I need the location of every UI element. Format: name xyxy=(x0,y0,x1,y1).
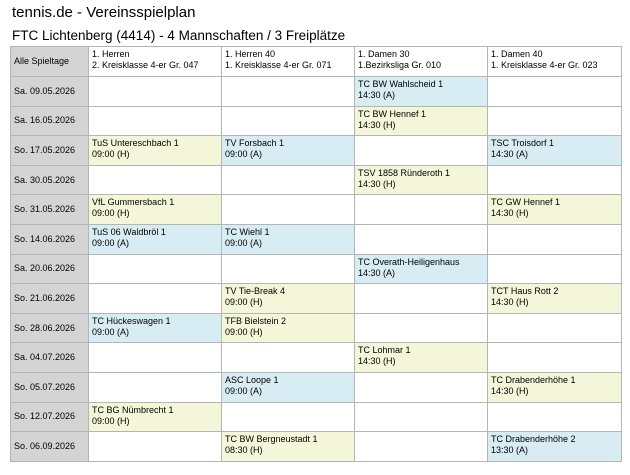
empty-cell xyxy=(488,224,622,254)
matchday-date: So. 14.06.2026 xyxy=(11,224,89,254)
empty-cell xyxy=(222,195,355,225)
empty-cell xyxy=(89,432,222,462)
empty-cell xyxy=(488,402,622,432)
table-row xyxy=(11,313,622,343)
match-cell xyxy=(488,432,622,462)
table-row xyxy=(11,402,622,432)
match-time: 09:00 (A) xyxy=(92,326,130,337)
empty-cell xyxy=(222,106,355,136)
team-name: 1. Damen 30 xyxy=(358,49,410,59)
team-header-herren-40 xyxy=(222,47,355,77)
match-time: 09:00 (A) xyxy=(225,149,263,160)
table-row xyxy=(11,77,622,107)
matchday-date: So. 21.06.2026 xyxy=(11,284,89,314)
match-cell xyxy=(355,77,488,107)
match-time: 14:30 (H) xyxy=(358,356,396,367)
empty-cell xyxy=(89,284,222,314)
empty-cell xyxy=(355,432,488,462)
team-league: 1. Kreisklasse 4-er Gr. 071 xyxy=(225,60,332,70)
empty-cell xyxy=(355,402,488,432)
matchday-date: So. 31.05.2026 xyxy=(11,195,89,225)
match-cell xyxy=(355,106,488,136)
team-league: 1.Bezirksliga Gr. 010 xyxy=(358,60,442,70)
empty-cell xyxy=(488,254,622,284)
match-cell xyxy=(355,165,488,195)
match-time: 13:30 (A) xyxy=(491,445,529,456)
match-time: 14:30 (A) xyxy=(358,90,396,100)
match-time: 14:30 (H) xyxy=(491,208,529,219)
empty-cell xyxy=(222,343,355,373)
table-row xyxy=(11,224,622,254)
matchday-date: Sa. 04.07.2026 xyxy=(11,343,89,373)
empty-cell xyxy=(355,313,488,343)
opponent-name: TV Tie-Break 4 xyxy=(225,286,286,297)
matchday-date: Sa. 30.05.2026 xyxy=(11,165,89,195)
empty-cell xyxy=(222,165,355,195)
table-row xyxy=(11,372,622,402)
match-cell xyxy=(89,313,222,343)
team-name: 1. Damen 40 xyxy=(491,49,543,59)
matchday-date: So. 17.05.2026 xyxy=(11,136,89,166)
match-cell xyxy=(222,224,355,254)
match-time: 08:30 (H) xyxy=(225,445,263,456)
empty-cell xyxy=(355,372,488,402)
empty-cell xyxy=(89,372,222,402)
matchday-date: Sa. 09.05.2026 xyxy=(11,77,89,107)
table-row xyxy=(11,136,622,166)
empty-cell xyxy=(488,165,622,195)
opponent-name: TC Hückeswagen 1 xyxy=(92,315,171,326)
club-title: FTC Lichtenberg (4414) - 4 Mannschaften / 3 Freiplätze xyxy=(12,28,346,43)
match-time: 14:30 (H) xyxy=(358,178,396,189)
match-time: 09:00 (H) xyxy=(92,415,130,426)
table-row xyxy=(11,432,622,462)
schedule-table xyxy=(10,46,622,462)
opponent-name: ASC Loope 1 xyxy=(225,374,279,385)
matchday-date: Sa. 20.06.2026 xyxy=(11,254,89,284)
match-time: 09:00 (H) xyxy=(92,208,130,219)
empty-cell xyxy=(355,136,488,166)
schedule-body xyxy=(11,77,622,462)
header-row xyxy=(11,47,622,77)
empty-cell xyxy=(355,284,488,314)
opponent-name: TC BW Wahlscheid 1 xyxy=(358,79,444,89)
match-time: 14:30 (A) xyxy=(358,267,396,278)
match-time: 14:30 (A) xyxy=(491,149,529,160)
table-row xyxy=(11,254,622,284)
opponent-name: VfL Gummersbach 1 xyxy=(92,197,175,208)
team-league: 1. Kreisklasse 4-er Gr. 023 xyxy=(491,60,598,70)
opponent-name: TV Forsbach 1 xyxy=(225,138,285,149)
opponent-name: TC Lohmar 1 xyxy=(358,345,411,356)
match-time: 09:00 (H) xyxy=(225,297,263,308)
opponent-name: TC GW Hennef 1 xyxy=(491,197,561,208)
match-time: 09:00 (A) xyxy=(225,385,263,396)
empty-cell xyxy=(355,224,488,254)
match-time: 09:00 (H) xyxy=(92,149,130,160)
empty-cell xyxy=(89,77,222,107)
opponent-name: TuS 06 Waldbröl 1 xyxy=(92,226,166,237)
match-cell xyxy=(488,136,622,166)
matchday-date: So. 28.06.2026 xyxy=(11,313,89,343)
match-cell xyxy=(488,195,622,225)
team-league: 2. Kreisklasse 4-er Gr. 047 xyxy=(92,60,199,70)
matchday-date: Sa. 16.05.2026 xyxy=(11,106,89,136)
match-time: 14:30 (H) xyxy=(491,297,529,308)
opponent-name: TC Wiehl 1 xyxy=(225,226,270,237)
match-cell xyxy=(488,372,622,402)
opponent-name: TSC Troisdorf 1 xyxy=(491,138,555,149)
match-cell xyxy=(222,372,355,402)
empty-cell xyxy=(89,343,222,373)
opponent-name: TC BW Hennef 1 xyxy=(358,108,427,119)
empty-cell xyxy=(89,106,222,136)
empty-cell xyxy=(488,106,622,136)
empty-cell xyxy=(488,343,622,373)
table-row xyxy=(11,343,622,373)
match-time: 14:30 (H) xyxy=(358,119,396,130)
opponent-name: TC Drabenderhöhe 1 xyxy=(491,374,576,385)
match-cell xyxy=(355,254,488,284)
match-cell xyxy=(222,313,355,343)
match-cell xyxy=(222,136,355,166)
match-cell xyxy=(89,402,222,432)
site-title: tennis.de - Vereinsspielplan xyxy=(12,4,196,21)
team-name: 1. Herren 40 xyxy=(225,49,276,59)
opponent-name: TCT Haus Rott 2 xyxy=(491,286,559,297)
matchday-date: So. 06.09.2026 xyxy=(11,432,89,462)
match-time: 14:30 (H) xyxy=(491,385,529,396)
opponent-name: TFB Bielstein 2 xyxy=(225,315,287,326)
empty-cell xyxy=(488,313,622,343)
table-row xyxy=(11,106,622,136)
match-cell xyxy=(89,224,222,254)
empty-cell xyxy=(488,77,622,107)
match-cell xyxy=(89,136,222,166)
opponent-name: TC Overath-Heiligenhaus xyxy=(358,256,460,267)
empty-cell xyxy=(222,77,355,107)
team-name: 1. Herren xyxy=(92,49,130,59)
match-cell xyxy=(222,432,355,462)
match-cell xyxy=(222,284,355,314)
opponent-name: TuS Untereschbach 1 xyxy=(92,138,179,149)
match-cell xyxy=(488,284,622,314)
team-header-herren xyxy=(89,47,222,77)
match-cell xyxy=(355,343,488,373)
empty-cell xyxy=(222,402,355,432)
all-matchdays-header: Alle Spieltage xyxy=(11,47,89,77)
match-cell xyxy=(89,195,222,225)
empty-cell xyxy=(89,254,222,284)
opponent-name: TC BW Bergneustadt 1 xyxy=(225,434,318,445)
empty-cell xyxy=(89,165,222,195)
table-row xyxy=(11,195,622,225)
team-header-damen-40 xyxy=(488,47,622,77)
table-row xyxy=(11,284,622,314)
opponent-name: TSV 1858 Ründeroth 1 xyxy=(358,167,451,178)
match-time: 09:00 (H) xyxy=(225,326,263,337)
match-time: 09:00 (A) xyxy=(92,237,130,248)
match-time: 09:00 (A) xyxy=(225,237,263,248)
matchday-date: So. 05.07.2026 xyxy=(11,372,89,402)
empty-cell xyxy=(355,195,488,225)
opponent-name: TC Drabenderhöhe 2 xyxy=(491,434,576,445)
team-header-damen-30 xyxy=(355,47,488,77)
opponent-name: TC BG Nümbrecht 1 xyxy=(92,404,174,415)
table-row xyxy=(11,165,622,195)
matchday-date: So. 12.07.2026 xyxy=(11,402,89,432)
empty-cell xyxy=(222,254,355,284)
